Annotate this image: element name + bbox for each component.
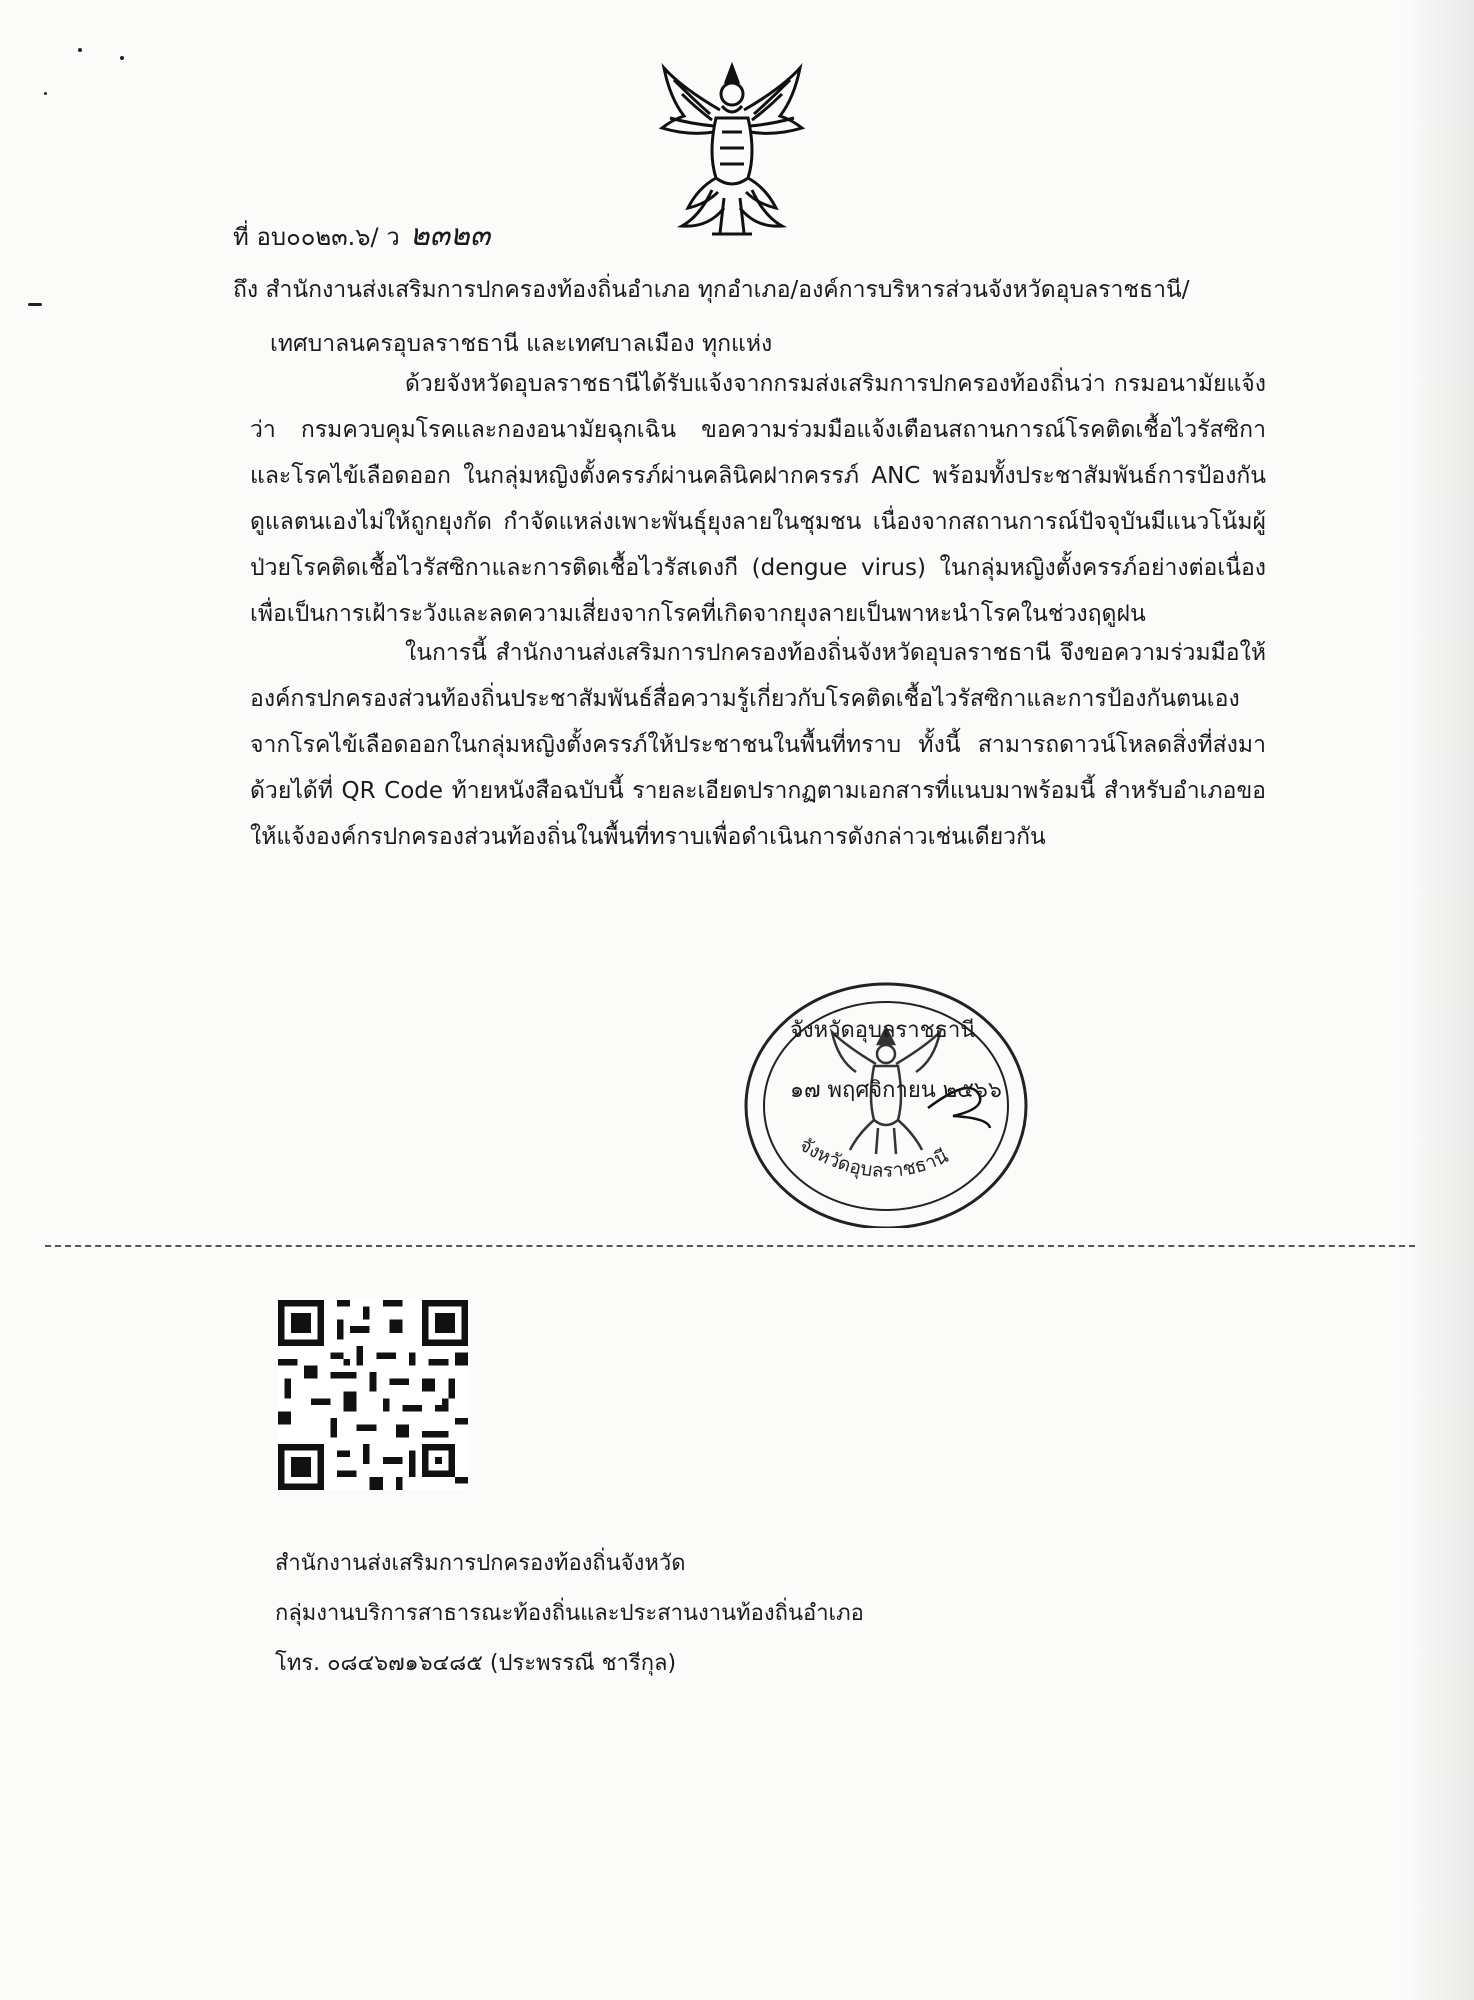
recipient-line-2: เทศบาลนครอุบลราชธานี และเทศบาลเมือง ทุกแห่ง [270,331,773,357]
footer-office: สำนักงานส่งเสริมการปกครองท้องถิ่นจังหวัด [275,1551,686,1576]
seal-ring-text: จังหวัดอุบลราชธานี [795,1133,952,1182]
qr-code-icon[interactable] [278,1300,468,1490]
scan-edge-shadow [1404,0,1474,2000]
scan-speck [120,56,124,60]
paragraph-1-text: ด้วยจังหวัดอุบลราชธานีได้รับแจ้งจากกรมส่งเสริมการปกครองท้องถิ่นว่า กรมอนามัยแจ้งว่า กรมควบคุมโรคและกองอนามัยฉุกเฉิน ขอความร่วมมือแจ้งเตือนสถานการณ์โรคติดเชื้อไวรัสซิกาและโรคไข้เลือดออก ในกลุ่มหญิงตั้งครรภ์ผ่านคลินิคฝากครรภ์ ANC พร้อมทั้งประชาสัมพันธ์การป้องกันดูแลตนเองไม่ให้ถูกยุงกัด กำจัดแหล่งเพาะพันธุ์ยุงลายในชุมชน เนื่องจากสถานการณ์ปัจจุบันมีแนวโน้มผู้ป่วยโรคติดเชื้อไวรัสซิกาและการติดเชื้อไวรัสเดงกี (dengue virus) ในกลุ่มหญิงตั้งครรภ์อย่างต่อเนื่อง เพื่อเป็นการเฝ้าระวังและลดความเสี่ยงจากโรคที่เกิดจากยุงลายเป็นพาหะนำโรคในช่วงฤดูฝน [250,371,1266,627]
section-divider [45,1245,1415,1247]
scan-speck [44,92,47,95]
recipient-line-1: ถึง สำนักงานส่งเสริมการปกครองท้องถิ่นอำเภอ ทุกอำเภอ/องค์การบริหารส่วนจังหวัดอุบลราชธานี/ [233,277,1190,303]
reference-handwritten-number: ๒๓๒๓ [409,218,491,253]
body-paragraph-1 [250,361,1266,637]
scan-speck [78,48,82,52]
body-paragraph-2 [250,630,1266,860]
signature-date: ๑๗ พฤศจิกายน ๒๕๖๖ [790,1078,1002,1103]
scan-speck [28,303,42,306]
reference-number [233,212,490,259]
garuda-emblem-icon [652,58,812,238]
footer-department: กลุ่มงานบริการสาธารณะท้องถิ่นและประสานงานท้องถิ่นอำเภอ [275,1601,864,1626]
paragraph-2-text: ในการนี้ สำนักงานส่งเสริมการปกครองท้องถิ่นจังหวัดอุบลราชธานี จึงขอความร่วมมือให้องค์กรปกครองส่วนท้องถิ่นประชาสัมพันธ์สื่อความรู้เกี่ยวกับโรคติดเชื้อไวรัสซิกาและการป้องกันตนเองจากโรคไข้เลือดออกในกลุ่มหญิงตั้งครรภ์ให้ประชาชนในพื้นที่ทราบ ทั้งนี้ สามารถดาวน์โหลดสิ่งที่ส่งมาด้วยได้ที่ QR Code ท้ายหนังสือฉบับนี้ รายละเอียดปรากฏตามเอกสารที่แนบมาพร้อมนี้ สำหรับอำเภอขอให้แจ้งองค์กรปกครองส่วนท้องถิ่นในพื้นที่ทราบเพื่อดำเนินการดังกล่าวเช่นเดียวกัน [250,640,1266,850]
footer-phone: โทร. ๐๘๔๖๗๑๖๔๘๕ (ประพรรณี ชารีกุล) [275,1651,677,1676]
signature-province: จังหวัดอุบลราชธานี [790,1018,976,1043]
reference-label: ที่ อบ๐๐๒๓.๖/ ว [233,223,400,251]
